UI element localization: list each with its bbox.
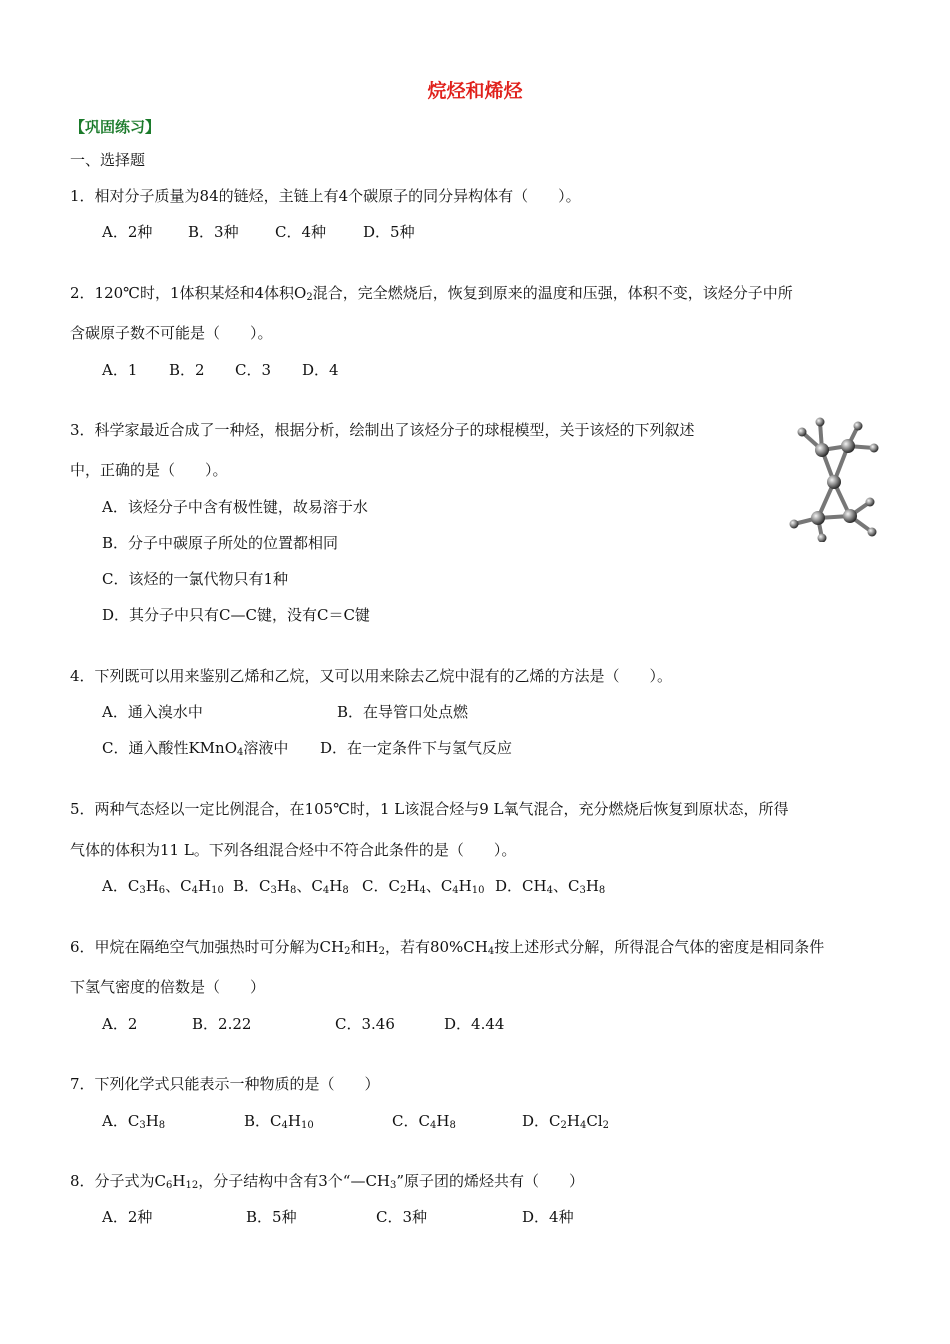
question-1-text: 1．相对分子质量为84的链烃，主链上有4个碳原子的同分异构体有（ ）。 xyxy=(70,187,581,205)
option-c: C．3种 xyxy=(376,1208,428,1226)
ball-and-stick-model-image xyxy=(784,412,884,542)
page-title: 烷烃和烯烃 xyxy=(427,80,523,102)
option-b: B．2 xyxy=(169,361,205,379)
option-a: A．$C_3H_6$、$C_4H_{10}$ xyxy=(102,877,224,896)
option-c: C．$C_2H_4$、$C_4H_{10}$ xyxy=(362,877,485,896)
option-a: A．2种 xyxy=(102,1208,153,1226)
question-5-line-2: 气体的体积为11 L。下列各组混合烃中不符合此条件的是（ ）。 xyxy=(70,841,517,859)
option-d: D．4.44 xyxy=(444,1015,505,1033)
option-a: A．通入溴水中 xyxy=(102,703,203,721)
option-c: C．4种 xyxy=(275,223,327,241)
option-a: A．2种 xyxy=(102,223,153,241)
option-c: C．3.46 xyxy=(335,1015,395,1033)
option-d: D．4种 xyxy=(522,1208,574,1226)
option-d: D．4 xyxy=(302,361,339,379)
option-d: D．在一定条件下与氢气反应 xyxy=(320,739,513,757)
question-6-line-2: 下氢气密度的倍数是（ ） xyxy=(70,978,266,996)
option-b: B．分子中碳原子所处的位置都相同 xyxy=(102,534,339,552)
section-label: 【巩固练习】 xyxy=(70,118,161,136)
option-b: B．5种 xyxy=(246,1208,297,1226)
option-b: B．在导管口处点燃 xyxy=(337,703,469,721)
option-c: C．3 xyxy=(235,361,272,379)
option-b: B．2.22 xyxy=(192,1015,252,1033)
option-b: B．$C_3H_8$、$C_4H_8$ xyxy=(233,877,349,896)
option-c: C．该烃的一氯代物只有1种 xyxy=(102,570,289,588)
option-a: A．2 xyxy=(102,1015,138,1033)
question-8-text: 8．分子式为$C_6H_{12}$，分子结构中含有3个“$—CH_3$”原子团的烯烃共有（ ） xyxy=(70,1172,585,1191)
question-3-line-2: 中，正确的是（ ）。 xyxy=(70,461,228,479)
question-3-line-1: 3．科学家最近合成了一种烃，根据分析，绘制出了该烃分子的球棍模型，关于该烃的下列叙述 xyxy=(70,421,695,439)
option-d: D．5种 xyxy=(363,223,415,241)
question-4-text: 4．下列既可以用来鉴别乙烯和乙烷，又可以用来除去乙烷中混有的乙烯的方法是（ ）。 xyxy=(70,667,673,685)
option-b: B．$C_4H_{10}$ xyxy=(244,1112,314,1131)
question-7-text: 7．下列化学式只能表示一种物质的是（ ） xyxy=(70,1075,380,1093)
option-c: C．$C_4H_8$ xyxy=(392,1112,456,1131)
option-d: D．其分子中只有C—C键，没有C＝C键 xyxy=(102,606,370,624)
question-5-line-1: 5．两种气态烃以一定比例混合，在105℃时，1 L该混合烃与9 L氧气混合，充分燃烧后恢复到原状态，所得 xyxy=(70,800,789,818)
option-a: A．$C_3H_8$ xyxy=(102,1112,166,1131)
option-b: B．3种 xyxy=(188,223,239,241)
question-2-line-2: 含碳原子数不可能是（ ）。 xyxy=(70,324,273,342)
question-6-line-1: 6．甲烷在隔绝空气加强热时可分解为$CH_2$和$H_2$，若有$80\%CH_4$按上述形式分解，所得混合气体的密度是相同条件 xyxy=(70,938,825,957)
option-d: D．$C_2H_4Cl_2$ xyxy=(522,1112,610,1131)
option-c: C．通入酸性KMnO$_4$溶液中 xyxy=(102,739,289,758)
option-a: A．该烃分子中含有极性键，故易溶于水 xyxy=(102,498,368,516)
option-d: D．$CH_4$、$C_3H_8$ xyxy=(495,877,606,896)
question-2-line-1: 2．120℃时，1体积某烃和4体积$O_2$混合，完全燃烧后，恢复到原来的温度和压强，体积不变，该烃分子中所 xyxy=(70,284,793,303)
option-a: A．1 xyxy=(102,361,138,379)
part-heading: 一、选择题 xyxy=(70,151,146,169)
